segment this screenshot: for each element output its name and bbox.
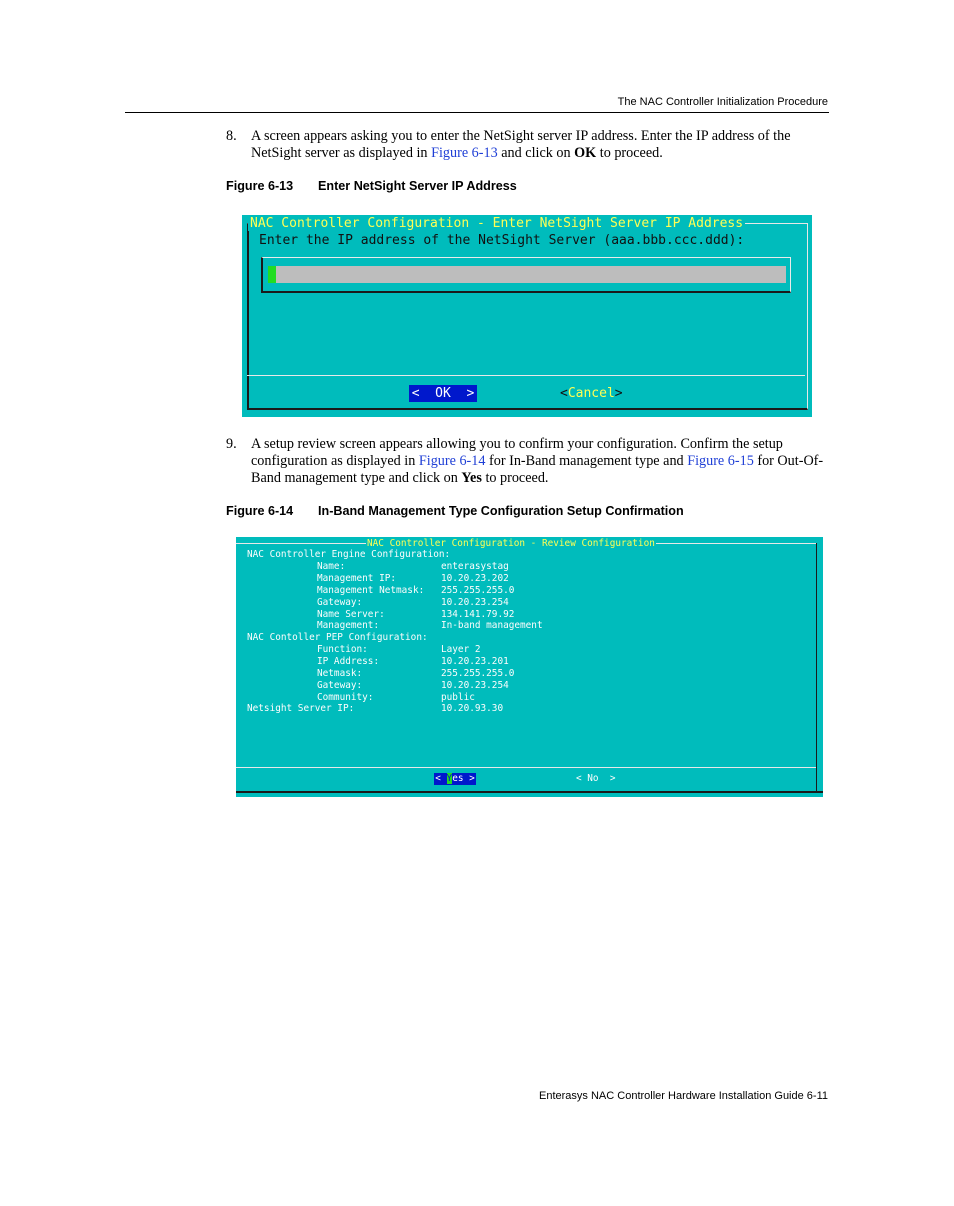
yes-cursor-letter: Y <box>446 773 453 784</box>
step-text <box>251 128 826 162</box>
figure-link[interactable]: Figure 6-14 <box>418 453 486 469</box>
step-text-part: to proceed. <box>481 470 549 486</box>
figure-caption <box>226 179 517 193</box>
config-label: Management Netmask: <box>317 585 425 596</box>
config-label: Name: <box>317 561 346 572</box>
cancel-button[interactable] <box>560 385 623 402</box>
yes-bracket: < <box>435 773 447 784</box>
netsight-ip-input[interactable] <box>268 266 786 283</box>
config-label: Function: <box>317 644 368 655</box>
config-value: In-band management <box>441 620 543 631</box>
config-label: Gateway: <box>317 680 363 691</box>
engine-config-header: NAC Controller Engine Configuration: <box>247 549 451 560</box>
config-label: Name Server: <box>317 609 385 620</box>
config-label: Netmask: <box>317 668 363 679</box>
step-9 <box>226 436 826 487</box>
terminal-screenshot-netsight-ip <box>242 215 812 417</box>
figure-label: Figure 6-13 <box>226 179 294 193</box>
config-label: Management IP: <box>317 573 397 584</box>
button-separator <box>247 375 805 376</box>
figure-link[interactable]: Figure 6-15 <box>687 453 754 469</box>
step-text-part: for Out-Of-Band management type and click on <box>251 453 824 486</box>
figure-title: In-Band Management Type Configuration Setup Confirmation <box>318 504 684 518</box>
config-label: Gateway: <box>317 597 363 608</box>
step-text-part: to proceed. <box>596 145 663 161</box>
step-8 <box>226 128 826 162</box>
config-label: Management: <box>317 620 380 631</box>
config-value: 10.20.23.202 <box>441 573 509 584</box>
step-text-part: A setup review screen appears allowing you to confirm your configuration. Confirm the setup configuration as displayed in <box>251 436 783 469</box>
header-rule <box>125 112 829 113</box>
frame-right-line <box>816 543 817 793</box>
step-number: 9. <box>226 436 237 452</box>
figure-link[interactable]: Figure 6-13 <box>431 145 498 161</box>
config-value: enterasystag <box>441 561 509 572</box>
cancel-bracket: < <box>560 386 568 401</box>
figure-label: Figure 6-14 <box>226 504 294 518</box>
figure-caption <box>226 504 684 518</box>
ok-button[interactable]: < OK > <box>409 385 477 402</box>
frame-bottom-line <box>236 791 823 793</box>
config-value: 255.255.255.0 <box>441 668 515 679</box>
config-value: 10.20.23.254 <box>441 680 509 691</box>
config-value: 134.141.79.92 <box>441 609 515 620</box>
step-text <box>251 436 826 487</box>
running-header: The NAC Controller Initialization Procedure <box>617 96 828 108</box>
config-value: 255.255.255.0 <box>441 585 515 596</box>
pep-config-header: NAC Contoller PEP Configuration: <box>247 632 428 643</box>
step-number: 8. <box>226 128 237 144</box>
netsight-label: Netsight Server IP: <box>247 703 355 714</box>
dialog-title: NAC Controller Configuration - Review Configuration <box>367 538 655 549</box>
figure-title: Enter NetSight Server IP Address <box>318 179 517 193</box>
config-label: Community: <box>317 692 374 703</box>
button-separator <box>236 767 816 768</box>
dialog-title: NAC Controller Configuration - Enter NetSight Server IP Address <box>250 216 744 231</box>
yes-rest: es > <box>452 773 475 784</box>
config-value: public <box>441 692 475 703</box>
config-label: IP Address: <box>317 656 380 667</box>
config-value: 10.20.23.201 <box>441 656 509 667</box>
netsight-value: 10.20.93.30 <box>441 703 504 714</box>
text-cursor <box>268 266 276 283</box>
step-text-part: and click on <box>497 145 575 161</box>
step-text-part: A screen appears asking you to enter the NetSight server IP address. Enter the IP address of the NetSight server as displayed in <box>251 128 791 161</box>
yes-button[interactable] <box>434 773 476 785</box>
config-value: 10.20.23.254 <box>441 597 509 608</box>
step-text-part: for In-Band management type and <box>485 453 688 469</box>
cancel-bracket: > <box>614 386 623 401</box>
cancel-label: Cancel <box>567 386 615 401</box>
terminal-screenshot-review-config <box>236 537 823 797</box>
ip-prompt: Enter the IP address of the NetSight Server (aaa.bbb.ccc.ddd): <box>259 233 745 248</box>
running-footer: Enterasys NAC Controller Hardware Installation Guide 6-11 <box>539 1090 828 1102</box>
config-value: Layer 2 <box>441 644 481 655</box>
yes-emphasis: Yes <box>461 470 482 486</box>
dialog-frame <box>247 223 808 410</box>
no-button[interactable]: < No > <box>576 773 616 784</box>
ok-emphasis: OK <box>574 145 597 161</box>
